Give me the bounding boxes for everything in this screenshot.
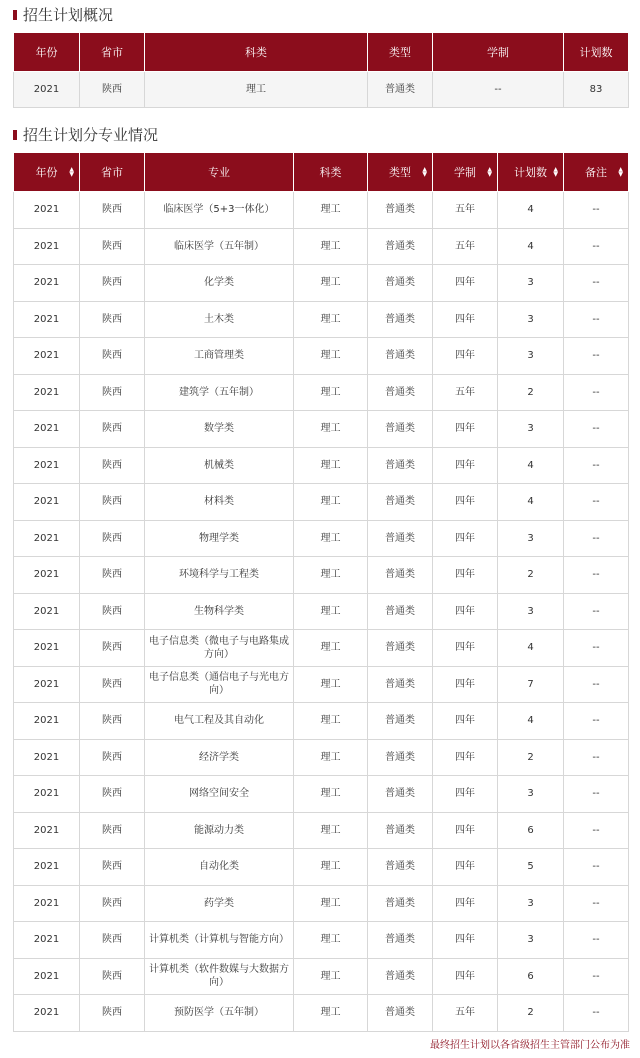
cell-notes: --: [564, 411, 629, 448]
cell-year: 2021: [14, 922, 80, 959]
header-category: 科类: [294, 153, 368, 192]
detail-table-body: [14, 192, 629, 1032]
cell-type: 普通类: [368, 593, 433, 630]
cell-plan-count: 83: [564, 72, 629, 108]
cell-type: 普通类: [368, 338, 433, 375]
cell-category: 理工: [145, 72, 368, 108]
table-row: [14, 484, 629, 521]
cell-category: 理工: [294, 228, 368, 265]
cell-plan-count: 6: [498, 958, 564, 995]
cell-major: 经济学类: [145, 739, 294, 776]
cell-year: 2021: [14, 593, 80, 630]
cell-major: 环境科学与工程类: [145, 557, 294, 594]
cell-province: 陕西: [80, 958, 145, 995]
cell-year: 2021: [14, 557, 80, 594]
cell-notes: --: [564, 557, 629, 594]
cell-notes: --: [564, 192, 629, 229]
cell-type: 普通类: [368, 374, 433, 411]
cell-notes: --: [564, 228, 629, 265]
cell-duration: 四年: [433, 885, 498, 922]
cell-plan-count: 2: [498, 557, 564, 594]
cell-duration: 四年: [433, 447, 498, 484]
cell-category: 理工: [294, 557, 368, 594]
cell-duration: 五年: [433, 192, 498, 229]
cell-province: 陕西: [80, 338, 145, 375]
cell-category: 理工: [294, 885, 368, 922]
cell-plan-count: 4: [498, 703, 564, 740]
cell-province: 陕西: [80, 301, 145, 338]
table-row: [14, 922, 629, 959]
table-row: [14, 958, 629, 995]
cell-plan-count: 3: [498, 885, 564, 922]
cell-category: 理工: [294, 812, 368, 849]
cell-type: 普通类: [368, 520, 433, 557]
cell-plan-count: 3: [498, 411, 564, 448]
cell-notes: --: [564, 265, 629, 302]
cell-notes: --: [564, 374, 629, 411]
cell-type: 普通类: [368, 776, 433, 813]
cell-province: 陕西: [80, 666, 145, 703]
table-row: [14, 228, 629, 265]
table-row: [14, 739, 629, 776]
cell-province: 陕西: [80, 885, 145, 922]
cell-major: 化学类: [145, 265, 294, 302]
cell-category: 理工: [294, 922, 368, 959]
cell-plan-count: 3: [498, 520, 564, 557]
cell-year: 2021: [14, 885, 80, 922]
cell-notes: --: [564, 301, 629, 338]
cell-type: 普通类: [368, 703, 433, 740]
cell-major: 电子信息类（通信电子与光电方向）: [145, 666, 294, 703]
cell-major: 土木类: [145, 301, 294, 338]
cell-year: 2021: [14, 739, 80, 776]
cell-year: 2021: [14, 776, 80, 813]
table-row: [14, 849, 629, 886]
cell-year: 2021: [14, 192, 80, 229]
cell-notes: --: [564, 447, 629, 484]
cell-plan-count: 4: [498, 447, 564, 484]
cell-notes: --: [564, 849, 629, 886]
cell-major: 能源动力类: [145, 812, 294, 849]
cell-province: 陕西: [80, 922, 145, 959]
cell-notes: --: [564, 338, 629, 375]
cell-year: 2021: [14, 374, 80, 411]
cell-year: 2021: [14, 447, 80, 484]
cell-year: 2021: [14, 520, 80, 557]
cell-duration: 四年: [433, 666, 498, 703]
header-category: 科类: [145, 33, 368, 72]
header-label: 年份: [35, 166, 58, 179]
cell-category: 理工: [294, 630, 368, 667]
cell-province: 陕西: [80, 228, 145, 265]
header-plan-count: 计划数: [564, 33, 629, 72]
cell-notes: --: [564, 995, 629, 1032]
cell-year: 2021: [14, 72, 80, 108]
cell-province: 陕西: [80, 411, 145, 448]
section-title-text: 招生计划分专业情况: [23, 126, 159, 144]
cell-type: 普通类: [368, 228, 433, 265]
table-row: [14, 703, 629, 740]
cell-duration: 四年: [433, 849, 498, 886]
cell-plan-count: 3: [498, 593, 564, 630]
header-year-sortable[interactable]: [14, 153, 80, 192]
summary-header-row: [14, 33, 629, 72]
header-province: 省市: [80, 153, 145, 192]
cell-type: 普通类: [368, 301, 433, 338]
cell-duration: 四年: [433, 958, 498, 995]
cell-year: 2021: [14, 995, 80, 1032]
cell-duration: 四年: [433, 301, 498, 338]
cell-province: 陕西: [80, 703, 145, 740]
cell-year: 2021: [14, 703, 80, 740]
cell-major: 计算机类（软件数媒与大数据方向）: [145, 958, 294, 995]
cell-category: 理工: [294, 995, 368, 1032]
cell-category: 理工: [294, 739, 368, 776]
table-row: [14, 776, 629, 813]
cell-year: 2021: [14, 666, 80, 703]
cell-plan-count: 4: [498, 484, 564, 521]
detail-table: [13, 152, 629, 1032]
cell-province: 陕西: [80, 995, 145, 1032]
cell-category: 理工: [294, 265, 368, 302]
table-row: [14, 301, 629, 338]
cell-major: 临床医学（五年制）: [145, 228, 294, 265]
table-row: [14, 520, 629, 557]
cell-category: 理工: [294, 192, 368, 229]
cell-type: 普通类: [368, 630, 433, 667]
cell-notes: --: [564, 703, 629, 740]
cell-category: 理工: [294, 447, 368, 484]
cell-type: 普通类: [368, 666, 433, 703]
cell-plan-count: 7: [498, 666, 564, 703]
summary-table: [13, 32, 629, 108]
header-duration: 学制: [433, 33, 564, 72]
cell-notes: --: [564, 812, 629, 849]
table-row: [14, 666, 629, 703]
cell-type: 普通类: [368, 885, 433, 922]
cell-plan-count: 3: [498, 922, 564, 959]
cell-category: 理工: [294, 776, 368, 813]
cell-plan-count: 2: [498, 995, 564, 1032]
cell-province: 陕西: [80, 374, 145, 411]
header-label: 学制: [454, 166, 476, 179]
cell-duration: 四年: [433, 265, 498, 302]
cell-plan-count: 4: [498, 228, 564, 265]
cell-plan-count: 5: [498, 849, 564, 886]
table-row: [14, 593, 629, 630]
cell-type: 普通类: [368, 484, 433, 521]
cell-notes: --: [564, 520, 629, 557]
cell-duration: 五年: [433, 374, 498, 411]
cell-category: 理工: [294, 593, 368, 630]
header-notes-sortable[interactable]: [564, 153, 629, 192]
cell-type: 普通类: [368, 922, 433, 959]
cell-year: 2021: [14, 630, 80, 667]
cell-type: 普通类: [368, 958, 433, 995]
cell-notes: --: [564, 593, 629, 630]
cell-category: 理工: [294, 703, 368, 740]
cell-major: 建筑学（五年制）: [145, 374, 294, 411]
table-row: [14, 411, 629, 448]
cell-duration: 四年: [433, 739, 498, 776]
cell-province: 陕西: [80, 776, 145, 813]
cell-duration: 四年: [433, 922, 498, 959]
cell-province: 陕西: [80, 447, 145, 484]
cell-notes: --: [564, 885, 629, 922]
cell-plan-count: 4: [498, 192, 564, 229]
cell-duration: 五年: [433, 228, 498, 265]
cell-province: 陕西: [80, 812, 145, 849]
sort-icon[interactable]: ▲ ▼: [553, 166, 558, 178]
sort-icon[interactable]: ▲ ▼: [487, 166, 492, 178]
cell-province: 陕西: [80, 739, 145, 776]
cell-category: 理工: [294, 958, 368, 995]
table-row: [14, 885, 629, 922]
cell-type: 普通类: [368, 739, 433, 776]
cell-year: 2021: [14, 228, 80, 265]
sort-icon[interactable]: ▲ ▼: [618, 166, 623, 178]
header-type: 类型: [368, 33, 433, 72]
cell-province: 陕西: [80, 630, 145, 667]
cell-category: 理工: [294, 338, 368, 375]
cell-type: 普通类: [368, 557, 433, 594]
cell-notes: --: [564, 922, 629, 959]
table-row: [14, 995, 629, 1032]
section-title-overview: [13, 4, 113, 25]
header-major: 专业: [145, 153, 294, 192]
cell-plan-count: 3: [498, 301, 564, 338]
cell-plan-count: 3: [498, 776, 564, 813]
header-type-sortable[interactable]: [368, 153, 433, 192]
cell-year: 2021: [14, 265, 80, 302]
table-row: [14, 812, 629, 849]
cell-major: 计算机类（计算机与智能方向）: [145, 922, 294, 959]
cell-type: 普通类: [368, 849, 433, 886]
cell-duration: 四年: [433, 520, 498, 557]
cell-duration: 四年: [433, 703, 498, 740]
cell-plan-count: 3: [498, 338, 564, 375]
section-title-text: 招生计划概况: [23, 6, 114, 24]
cell-major: 物理学类: [145, 520, 294, 557]
header-label: 计划数: [514, 166, 547, 179]
cell-duration: 四年: [433, 812, 498, 849]
cell-duration: 四年: [433, 593, 498, 630]
table-row: [14, 338, 629, 375]
header-year: 年份: [14, 33, 80, 72]
header-label: 备注: [585, 166, 607, 179]
cell-year: 2021: [14, 301, 80, 338]
cell-major: 临床医学（5+3一体化）: [145, 192, 294, 229]
cell-plan-count: 2: [498, 739, 564, 776]
cell-type: 普通类: [368, 411, 433, 448]
cell-category: 理工: [294, 849, 368, 886]
cell-category: 理工: [294, 666, 368, 703]
cell-plan-count: 4: [498, 630, 564, 667]
cell-plan-count: 2: [498, 374, 564, 411]
cell-major: 电子信息类（微电子与电路集成方向）: [145, 630, 294, 667]
cell-province: 陕西: [80, 72, 145, 108]
sort-icon[interactable]: ▲ ▼: [422, 166, 427, 178]
header-label: 类型: [389, 166, 411, 179]
table-row: [14, 630, 629, 667]
cell-province: 陕西: [80, 593, 145, 630]
cell-province: 陕西: [80, 557, 145, 594]
table-row: [14, 374, 629, 411]
cell-year: 2021: [14, 849, 80, 886]
cell-province: 陕西: [80, 192, 145, 229]
section-title-majors: [13, 124, 158, 145]
cell-duration: 五年: [433, 995, 498, 1032]
cell-type: 普通类: [368, 995, 433, 1032]
cell-duration: 四年: [433, 630, 498, 667]
cell-duration: --: [433, 72, 564, 108]
cell-category: 理工: [294, 520, 368, 557]
cell-year: 2021: [14, 484, 80, 521]
cell-notes: --: [564, 630, 629, 667]
cell-duration: 四年: [433, 411, 498, 448]
cell-province: 陕西: [80, 265, 145, 302]
cell-category: 理工: [294, 484, 368, 521]
table-row: [14, 447, 629, 484]
cell-category: 理工: [294, 411, 368, 448]
cell-notes: --: [564, 958, 629, 995]
cell-province: 陕西: [80, 520, 145, 557]
cell-major: 自动化类: [145, 849, 294, 886]
cell-major: 生物科学类: [145, 593, 294, 630]
header-province: 省市: [80, 33, 145, 72]
cell-year: 2021: [14, 411, 80, 448]
cell-type: 普通类: [368, 72, 433, 108]
cell-plan-count: 3: [498, 265, 564, 302]
header-plan-count-sortable[interactable]: [498, 153, 564, 192]
cell-major: 数学类: [145, 411, 294, 448]
table-row: [14, 265, 629, 302]
cell-category: 理工: [294, 374, 368, 411]
cell-major: 预防医学（五年制）: [145, 995, 294, 1032]
cell-year: 2021: [14, 338, 80, 375]
cell-major: 药学类: [145, 885, 294, 922]
table-row: [14, 557, 629, 594]
cell-duration: 四年: [433, 484, 498, 521]
cell-notes: --: [564, 776, 629, 813]
cell-duration: 四年: [433, 338, 498, 375]
cell-major: 材料类: [145, 484, 294, 521]
cell-major: 工商管理类: [145, 338, 294, 375]
cell-type: 普通类: [368, 265, 433, 302]
cell-notes: --: [564, 666, 629, 703]
cell-year: 2021: [14, 812, 80, 849]
header-duration-sortable[interactable]: [433, 153, 498, 192]
section-marker: [13, 10, 17, 20]
cell-duration: 四年: [433, 557, 498, 594]
footnote: 最终招生计划以各省级招生主管部门公布为准: [430, 1040, 630, 1051]
section-marker: [13, 130, 17, 140]
summary-row: [14, 72, 629, 108]
table-row: [14, 192, 629, 229]
cell-duration: 四年: [433, 776, 498, 813]
cell-year: 2021: [14, 958, 80, 995]
cell-category: 理工: [294, 301, 368, 338]
cell-type: 普通类: [368, 447, 433, 484]
cell-major: 网络空间安全: [145, 776, 294, 813]
sort-icon[interactable]: ▲ ▼: [69, 166, 74, 178]
cell-province: 陕西: [80, 484, 145, 521]
cell-major: 机械类: [145, 447, 294, 484]
cell-province: 陕西: [80, 849, 145, 886]
cell-plan-count: 6: [498, 812, 564, 849]
cell-major: 电气工程及其自动化: [145, 703, 294, 740]
detail-header-row: [14, 153, 629, 192]
cell-notes: --: [564, 484, 629, 521]
cell-notes: --: [564, 739, 629, 776]
cell-type: 普通类: [368, 192, 433, 229]
cell-type: 普通类: [368, 812, 433, 849]
